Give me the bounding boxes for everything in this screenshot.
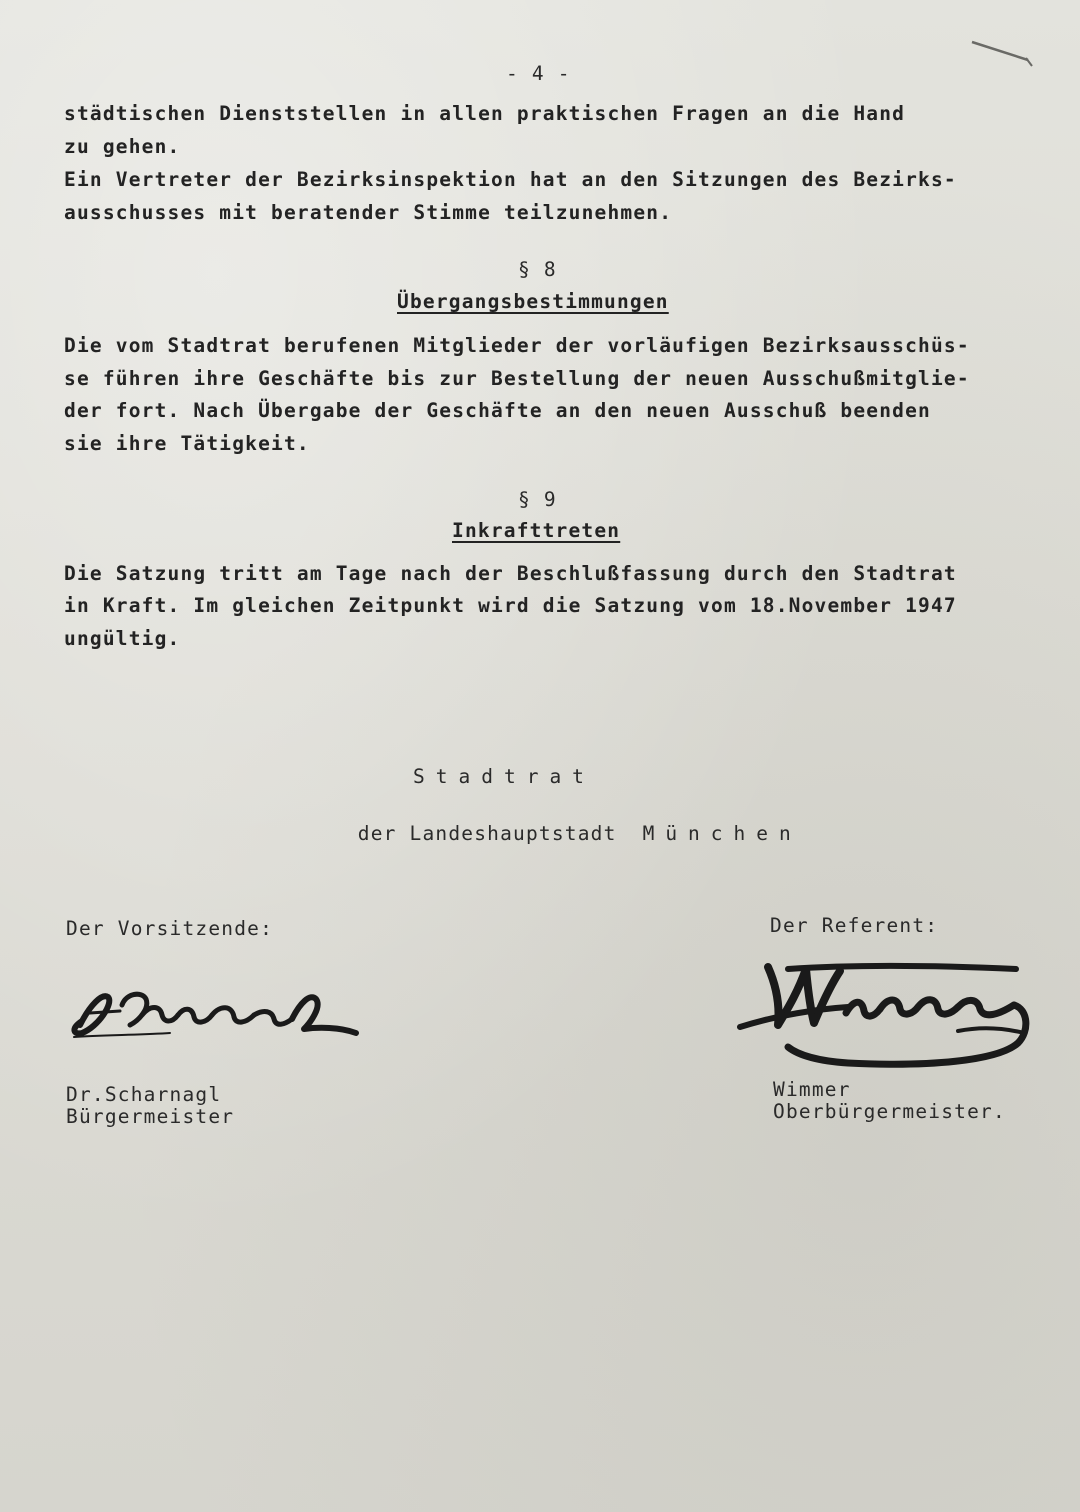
staple-mark: [968, 36, 1038, 72]
section-8-line-2: se führen ihre Geschäfte bis zur Bestellung der neuen Ausschußmitglie-: [64, 367, 970, 390]
section-9-line-3: ungültig.: [64, 627, 181, 650]
left-signatory-role: Der Vorsitzende:: [66, 917, 274, 940]
right-signatory-role: Der Referent:: [770, 914, 939, 937]
right-signature-image: [728, 955, 1038, 1085]
section-8-number: § 8: [518, 258, 557, 281]
intro-line-4: ausschusses mit beratender Stimme teilzunehmen.: [64, 201, 673, 224]
section-9-title: Inkrafttreten: [452, 519, 621, 542]
section-9-line-1: Die Satzung tritt am Tage nach der Beschlußfassung durch den Stadtrat: [64, 562, 957, 585]
authority-city: München: [642, 822, 802, 845]
intro-line-3: Ein Vertreter der Bezirksinspektion hat an den Sitzungen des Bezirks-: [64, 168, 957, 191]
section-8-title: Übergangsbestimmungen: [397, 290, 669, 313]
authority-line-2: [306, 798, 802, 870]
section-8-line-4: sie ihre Tätigkeit.: [64, 432, 310, 455]
intro-line-1: städtischen Dienststellen in allen praktischen Fragen an die Hand: [64, 102, 906, 125]
section-8-line-1: Die vom Stadtrat berufenen Mitglieder der vorläufigen Bezirksausschüs-: [64, 334, 970, 357]
page-number: - 4 -: [506, 62, 571, 85]
left-signatory-name: Dr.Scharnagl: [66, 1083, 222, 1106]
right-signatory-title: Oberbürgermeister.: [773, 1100, 1006, 1123]
right-signatory-name: Wimmer: [773, 1078, 851, 1101]
authority-prefix: der Landeshauptstadt: [357, 822, 617, 845]
section-8-line-3: der fort. Nach Übergabe der Geschäfte an den neuen Ausschuß beenden: [64, 399, 931, 422]
section-9-line-2: in Kraft. Im gleichen Zeitpunkt wird die Satzung vom 18.November 1947: [64, 594, 957, 617]
section-9-number: § 9: [518, 488, 557, 511]
intro-line-2: zu gehen.: [64, 135, 181, 158]
authority-stadtrat: Stadtrat: [413, 765, 595, 788]
left-signatory-title: Bürgermeister: [66, 1105, 235, 1128]
left-signature-image: [60, 975, 370, 1055]
